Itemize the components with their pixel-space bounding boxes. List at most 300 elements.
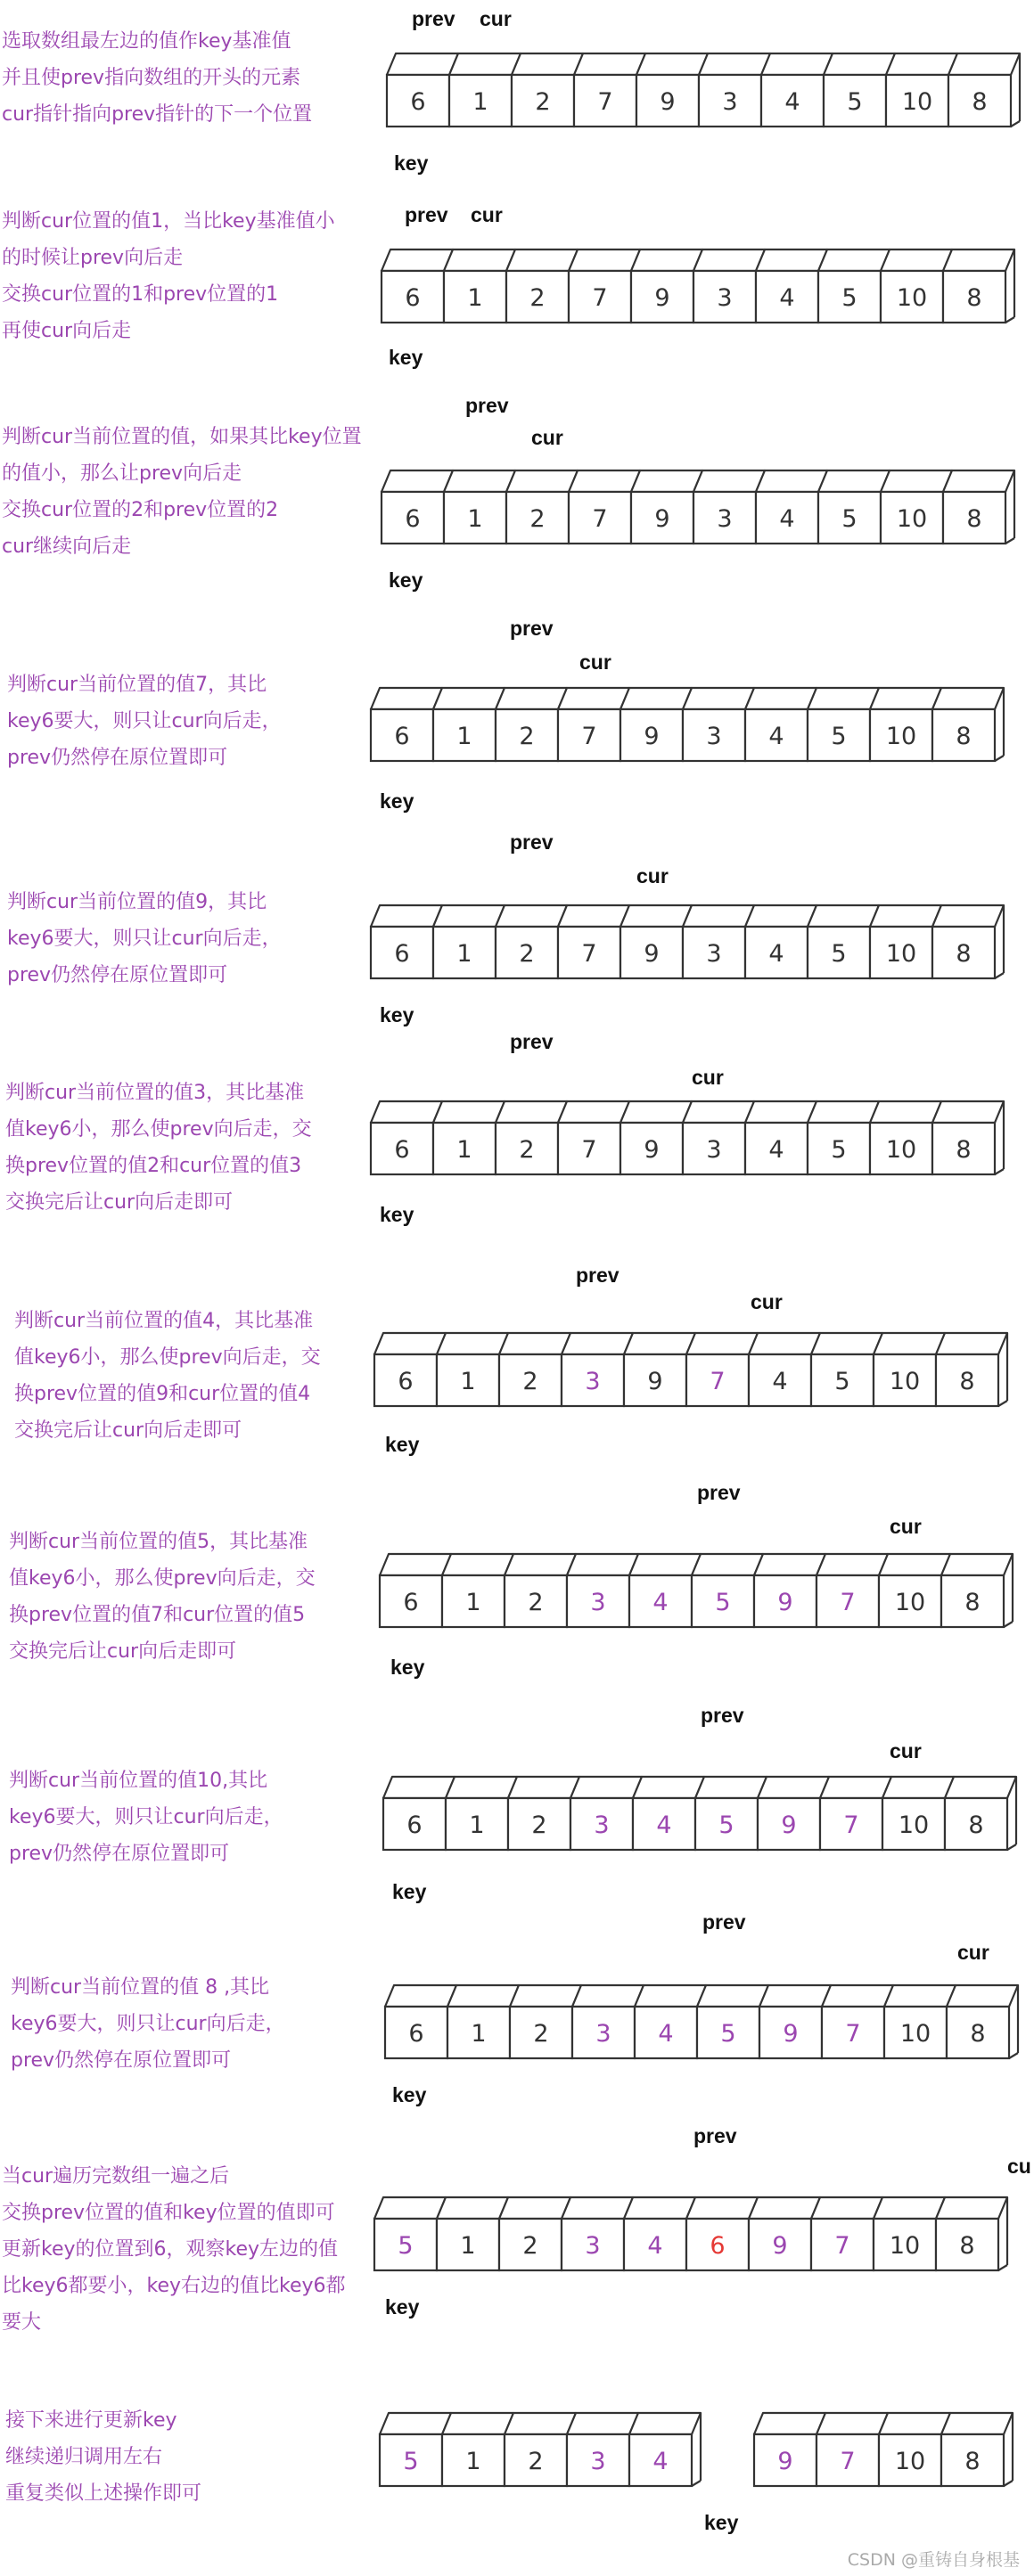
cell-value: 1 xyxy=(467,284,483,312)
array-cell xyxy=(499,1333,570,1406)
cell-top-face xyxy=(496,1101,567,1123)
array-cell xyxy=(437,2197,508,2270)
array-cell xyxy=(817,2413,888,2486)
cell-value: 8 xyxy=(964,2448,981,2475)
array-cell xyxy=(824,53,895,127)
cell-value: 1 xyxy=(472,88,488,116)
cell-top-face xyxy=(442,1554,513,1575)
cell-top-face xyxy=(884,1985,956,2007)
cell-value: 2 xyxy=(522,1368,538,1395)
cur-pointer-label: cur xyxy=(480,7,512,30)
cell-top-face xyxy=(380,1554,451,1575)
cell-value: 9 xyxy=(644,723,660,750)
cell-top-face xyxy=(686,2197,758,2219)
prev-pointer-label: prev xyxy=(693,2124,737,2147)
cell-value: 9 xyxy=(644,1136,660,1164)
array-cell xyxy=(882,1777,954,1850)
cell-top-face xyxy=(444,470,515,492)
array-cell xyxy=(683,905,754,978)
cell-value: 4 xyxy=(768,723,784,750)
array-cell xyxy=(881,249,952,323)
cell-value: 5 xyxy=(718,1811,734,1839)
cell-value: 7 xyxy=(592,505,608,533)
cell-top-face xyxy=(383,1777,455,1798)
cell-value: 6 xyxy=(394,940,410,968)
array-cell xyxy=(879,1554,950,1627)
cur-pointer-label: cur xyxy=(692,1066,724,1089)
cell-top-face xyxy=(444,249,515,271)
step-description xyxy=(14,1303,371,1449)
cell-top-face xyxy=(374,2197,446,2219)
cell-top-face xyxy=(624,1333,695,1354)
step-description xyxy=(2,23,358,133)
step-description xyxy=(5,2402,362,2512)
array-cell xyxy=(562,2197,633,2270)
description-line: 比key6都要小，key右边的值比key6都 xyxy=(2,2275,346,2297)
description-line: prev仍然停在原位置即可 xyxy=(7,964,228,986)
cell-side-edge xyxy=(1004,1622,1013,1627)
description-line: 重复类似上述操作即可 xyxy=(5,2482,202,2505)
array-cell xyxy=(932,905,1004,978)
cell-top-face xyxy=(506,470,578,492)
description-line: 更新key的位置到6，观察key左边的值 xyxy=(2,2238,339,2261)
cell-value: 9 xyxy=(777,1589,793,1616)
cell-value: 4 xyxy=(779,284,795,312)
key-pointer-label: key xyxy=(392,2083,427,2106)
cell-value: 7 xyxy=(592,284,608,312)
key-pointer-label: key xyxy=(385,1433,420,1456)
description-line: 要大 xyxy=(2,2311,42,2334)
array-cell xyxy=(870,905,941,978)
cell-top-face xyxy=(382,470,453,492)
cell-value: 5 xyxy=(715,1589,731,1616)
cell-value: 7 xyxy=(581,940,597,968)
cell-top-face xyxy=(943,470,1014,492)
array-cell xyxy=(818,470,890,544)
cell-top-face xyxy=(442,2413,513,2434)
array-cell xyxy=(756,470,827,544)
array-cell xyxy=(444,470,515,544)
cell-value: 2 xyxy=(529,284,546,312)
description-line: 继续递归调用左右 xyxy=(5,2446,163,2468)
cell-top-face xyxy=(761,53,833,75)
array-cell xyxy=(759,1985,831,2058)
cell-top-face xyxy=(824,53,895,75)
cell-value: 3 xyxy=(717,284,733,312)
cell-side-edge xyxy=(995,1169,1004,1174)
prev-pointer-label: prev xyxy=(405,203,448,226)
cell-top-face xyxy=(756,249,827,271)
cell-top-face xyxy=(882,1777,954,1798)
description-line: 的时候让prev向后走 xyxy=(2,247,184,269)
array-cell xyxy=(558,688,629,761)
description-line: 交换完后让cur向后走即可 xyxy=(14,1419,242,1442)
cell-top-face xyxy=(433,905,505,927)
cell-top-face xyxy=(437,1333,508,1354)
cell-value: 9 xyxy=(783,2020,799,2048)
array-cell xyxy=(879,2413,950,2486)
cell-top-face xyxy=(818,470,890,492)
cell-value: 5 xyxy=(834,1368,850,1395)
cell-value: 8 xyxy=(966,284,982,312)
array-cell xyxy=(761,53,833,127)
array-cell xyxy=(817,1554,888,1627)
description-line: 的值小，那么让prev向后走 xyxy=(2,462,242,485)
array-cell xyxy=(380,1554,451,1627)
array-cell xyxy=(936,1333,1007,1406)
description-line: 并且使prev指向数组的开头的元素 xyxy=(2,67,301,89)
cell-top-face xyxy=(936,2197,1007,2219)
cell-value: 2 xyxy=(533,2020,549,2048)
cell-top-face xyxy=(570,1777,642,1798)
cell-side-edge xyxy=(995,756,1004,761)
cell-top-face xyxy=(943,249,1014,271)
cell-value: 5 xyxy=(841,284,858,312)
step-description xyxy=(2,203,358,349)
cell-value: 8 xyxy=(956,723,972,750)
array-cell xyxy=(508,1777,579,1850)
cell-top-face xyxy=(371,1101,442,1123)
cell-top-face xyxy=(574,53,645,75)
cell-value: 6 xyxy=(403,1589,419,1616)
array-cell xyxy=(820,1777,891,1850)
cell-top-face xyxy=(811,2197,882,2219)
array-cell xyxy=(884,1985,956,2058)
cell-value: 4 xyxy=(652,1589,669,1616)
cell-top-face xyxy=(686,1333,758,1354)
array-drawing xyxy=(380,469,1016,545)
description-line: 值key6小，那么使prev向后走，交 xyxy=(5,1118,312,1141)
description-line: 判断cur当前位置的值9，其比 xyxy=(7,891,267,913)
array-cell xyxy=(745,1101,817,1174)
cur-pointer-label: cur xyxy=(579,650,611,674)
cell-top-face xyxy=(446,1777,517,1798)
cell-top-face xyxy=(433,1101,505,1123)
cell-value: 10 xyxy=(894,2448,926,2475)
cell-value: 1 xyxy=(456,723,472,750)
cell-value: 10 xyxy=(889,2232,921,2260)
cell-top-face xyxy=(695,1777,767,1798)
cell-value: 7 xyxy=(834,2232,850,2260)
array-cell xyxy=(442,1554,513,1627)
description-line: 判断cur位置的值1，当比key基准值小 xyxy=(2,210,335,233)
cell-value: 7 xyxy=(710,1368,726,1395)
cell-side-edge xyxy=(998,1401,1007,1406)
cell-side-edge xyxy=(1011,121,1020,127)
cell-top-face xyxy=(936,1333,1007,1354)
cell-value: 8 xyxy=(966,505,982,533)
description-line: cur继续向后走 xyxy=(2,536,132,558)
cell-top-face xyxy=(631,470,702,492)
cell-value: 5 xyxy=(403,2448,419,2475)
cell-top-face xyxy=(380,2413,451,2434)
cell-value: 6 xyxy=(394,723,410,750)
cell-top-face xyxy=(932,1101,1004,1123)
cell-value: 1 xyxy=(460,1368,476,1395)
array-cell xyxy=(754,1554,825,1627)
prev-pointer-label: prev xyxy=(697,1481,741,1504)
cell-side-edge xyxy=(1005,317,1014,323)
step-description xyxy=(2,2158,358,2341)
cell-top-face xyxy=(629,1554,701,1575)
array-cell xyxy=(371,905,442,978)
array-drawing xyxy=(373,2196,1009,2272)
description-line: 选取数组最左边的值作key基准值 xyxy=(2,30,291,53)
key-pointer-label: key xyxy=(390,1656,425,1679)
cell-value: 10 xyxy=(896,505,928,533)
cur-pointer-label: cur xyxy=(751,1290,783,1313)
cell-value: 7 xyxy=(840,2448,856,2475)
cell-value: 3 xyxy=(717,505,733,533)
cell-top-face xyxy=(447,1985,519,2007)
cell-top-face xyxy=(499,1333,570,1354)
cell-value: 3 xyxy=(595,2020,611,2048)
cur-pointer-label: cu xyxy=(1007,2155,1031,2178)
description-line: 判断cur当前位置的值10,其比 xyxy=(9,1770,268,1792)
cell-value: 9 xyxy=(654,505,670,533)
cell-top-face xyxy=(932,688,1004,709)
key-pointer-label: key xyxy=(704,2511,739,2534)
cell-value: 4 xyxy=(768,940,784,968)
array-cell xyxy=(558,1101,629,1174)
array-cell xyxy=(382,249,453,323)
array-cell xyxy=(745,688,817,761)
description-line: 当cur遍历完数组一遍之后 xyxy=(2,2165,230,2188)
cell-top-face xyxy=(385,1985,456,2007)
array-cell xyxy=(945,1777,1016,1850)
array-cell xyxy=(941,2413,1013,2486)
description-line: prev仍然停在原位置即可 xyxy=(11,2049,232,2072)
cell-top-face xyxy=(683,905,754,927)
cell-top-face xyxy=(620,688,692,709)
step-description xyxy=(7,884,364,994)
cell-value: 1 xyxy=(465,2448,481,2475)
array-cell xyxy=(941,1554,1013,1627)
cell-value: 9 xyxy=(777,2448,793,2475)
cell-top-face xyxy=(745,905,817,927)
cell-top-face xyxy=(874,1333,945,1354)
cur-pointer-label: cur xyxy=(471,203,503,226)
cell-top-face xyxy=(636,53,708,75)
cell-top-face xyxy=(505,1554,576,1575)
array-drawing xyxy=(378,2411,1014,2488)
cell-value: 1 xyxy=(456,940,472,968)
array-cell xyxy=(620,688,692,761)
description-line: 判断cur当前位置的值5，其比基准 xyxy=(9,1531,308,1553)
array-cell xyxy=(371,688,442,761)
cell-value: 5 xyxy=(831,723,847,750)
cell-value: 5 xyxy=(398,2232,414,2260)
cell-value: 3 xyxy=(590,2448,606,2475)
array-cell xyxy=(433,905,505,978)
cell-top-face xyxy=(562,2197,633,2219)
array-cell xyxy=(570,1777,642,1850)
cell-top-face xyxy=(449,53,521,75)
cell-top-face xyxy=(879,1554,950,1575)
array-cell xyxy=(371,1101,442,1174)
cell-value: 1 xyxy=(467,505,483,533)
array-cell xyxy=(932,688,1004,761)
cell-top-face xyxy=(697,1985,768,2007)
cell-top-face xyxy=(886,53,957,75)
array-cell xyxy=(574,53,645,127)
cell-top-face xyxy=(558,688,629,709)
cell-top-face xyxy=(569,470,640,492)
cell-value: 10 xyxy=(896,284,928,312)
prev-pointer-label: prev xyxy=(510,1030,554,1053)
array-cell xyxy=(811,1333,882,1406)
cur-pointer-label: cur xyxy=(890,1515,922,1538)
cell-value: 8 xyxy=(968,1811,984,1839)
cell-top-face xyxy=(754,1554,825,1575)
key-pointer-label: key xyxy=(394,151,429,175)
key-pointer-label: key xyxy=(385,2295,420,2318)
cell-value: 2 xyxy=(528,2448,544,2475)
description-line: 交换cur位置的2和prev位置的2 xyxy=(2,499,279,521)
cell-value: 10 xyxy=(885,1136,917,1164)
cell-side-edge xyxy=(998,2265,1007,2270)
cell-top-face xyxy=(870,1101,941,1123)
cell-value: 10 xyxy=(894,1589,926,1616)
cell-value: 5 xyxy=(720,2020,736,2048)
array-cell xyxy=(506,470,578,544)
cell-top-face xyxy=(635,1985,706,2007)
description-line: 判断cur当前位置的值3，其比基准 xyxy=(5,1082,305,1104)
cell-top-face xyxy=(808,688,879,709)
array-cell xyxy=(749,2197,820,2270)
array-cell xyxy=(506,249,578,323)
cell-value: 7 xyxy=(840,1589,856,1616)
cell-top-face xyxy=(620,1101,692,1123)
cell-top-face xyxy=(558,1101,629,1123)
cell-value: 10 xyxy=(899,2020,931,2048)
cell-value: 6 xyxy=(410,88,426,116)
array-cell xyxy=(505,1554,576,1627)
description-line: 判断cur当前位置的值，如果其比key位置 xyxy=(2,426,362,448)
cur-pointer-label: cur xyxy=(531,426,563,449)
cell-top-face xyxy=(692,1554,763,1575)
array-cell xyxy=(693,249,765,323)
cell-value: 6 xyxy=(406,1811,423,1839)
array-cell xyxy=(756,249,827,323)
array-cell xyxy=(442,2413,513,2486)
cell-top-face xyxy=(699,53,770,75)
array-cell xyxy=(496,1101,567,1174)
cell-top-face xyxy=(572,1985,644,2007)
prev-pointer-label: prev xyxy=(576,1263,620,1287)
cell-top-face xyxy=(881,249,952,271)
cell-value: 4 xyxy=(652,2448,669,2475)
key-pointer-label: key xyxy=(380,789,414,813)
array-cell xyxy=(567,2413,638,2486)
cell-top-face xyxy=(817,1554,888,1575)
array-cell xyxy=(943,249,1014,323)
description-line: 交换cur位置的1和prev位置的1 xyxy=(2,283,279,306)
cell-top-face xyxy=(569,249,640,271)
cell-side-edge xyxy=(1007,1844,1016,1850)
cell-top-face xyxy=(562,1333,633,1354)
cell-value: 4 xyxy=(647,2232,663,2260)
prev-pointer-label: prev xyxy=(412,7,455,30)
cell-top-face xyxy=(620,905,692,927)
cell-value: 3 xyxy=(585,1368,601,1395)
cell-top-face xyxy=(496,688,567,709)
cell-value: 4 xyxy=(772,1368,788,1395)
cell-top-face xyxy=(371,688,442,709)
array-cell xyxy=(874,2197,945,2270)
cell-side-edge xyxy=(1005,538,1014,544)
array-cell xyxy=(629,2413,701,2486)
cell-top-face xyxy=(756,470,827,492)
cell-top-face xyxy=(811,1333,882,1354)
cell-top-face xyxy=(371,905,442,927)
cell-top-face xyxy=(512,53,583,75)
cell-top-face xyxy=(633,1777,704,1798)
cell-top-face xyxy=(948,53,1020,75)
array-cell xyxy=(693,470,765,544)
prev-pointer-label: prev xyxy=(510,830,554,854)
array-cell xyxy=(496,905,567,978)
array-cell xyxy=(572,1985,644,2058)
array-drawing xyxy=(382,1775,1018,1852)
cell-top-face xyxy=(387,53,458,75)
array-cell xyxy=(446,1777,517,1850)
array-cell xyxy=(387,53,458,127)
cell-top-face xyxy=(510,1985,581,2007)
array-cell xyxy=(383,1777,455,1850)
cell-value: 7 xyxy=(581,1136,597,1164)
cell-top-face xyxy=(945,1777,1016,1798)
cell-top-face xyxy=(749,2197,820,2219)
cur-pointer-label: cur xyxy=(636,864,669,887)
cell-top-face xyxy=(433,688,505,709)
array-cell xyxy=(562,1333,633,1406)
cell-top-face xyxy=(631,249,702,271)
cell-side-edge xyxy=(1009,2053,1018,2058)
cell-value: 10 xyxy=(885,940,917,968)
prev-pointer-label: prev xyxy=(702,1910,746,1934)
array-drawing xyxy=(378,1552,1014,1629)
prev-pointer-label: prev xyxy=(510,617,554,640)
description-line: 交换prev位置的值和key位置的值即可 xyxy=(2,2202,335,2224)
array-cell xyxy=(948,53,1020,127)
description-line: 换prev位置的值9和cur位置的值4 xyxy=(14,1383,311,1405)
cell-side-edge xyxy=(692,2481,701,2486)
description-line: 交换完后让cur向后走即可 xyxy=(5,1191,234,1214)
description-line: 判断cur当前位置的值 8 ,其比 xyxy=(11,1976,270,1999)
cell-top-face xyxy=(683,1101,754,1123)
cell-top-face xyxy=(879,2413,950,2434)
cell-value: 1 xyxy=(469,1811,485,1839)
array-cell xyxy=(624,1333,695,1406)
cell-value: 2 xyxy=(531,1811,547,1839)
cell-value: 9 xyxy=(660,88,676,116)
description-line: cur指针指向prev指针的下一个位置 xyxy=(2,103,313,126)
cell-top-face xyxy=(374,1333,446,1354)
cell-value: 8 xyxy=(956,940,972,968)
cur-pointer-label: cur xyxy=(957,1941,989,1964)
cell-value: 4 xyxy=(784,88,800,116)
cell-value: 2 xyxy=(519,1136,535,1164)
cell-value: 1 xyxy=(460,2232,476,2260)
array-cell xyxy=(569,249,640,323)
array-drawing xyxy=(373,1331,1009,1408)
array-cell xyxy=(686,2197,758,2270)
description-line: 判断cur当前位置的值4，其比基准 xyxy=(14,1310,314,1332)
array-cell xyxy=(758,1777,829,1850)
array-drawing xyxy=(369,686,1005,763)
array-drawing xyxy=(383,1983,1020,2060)
